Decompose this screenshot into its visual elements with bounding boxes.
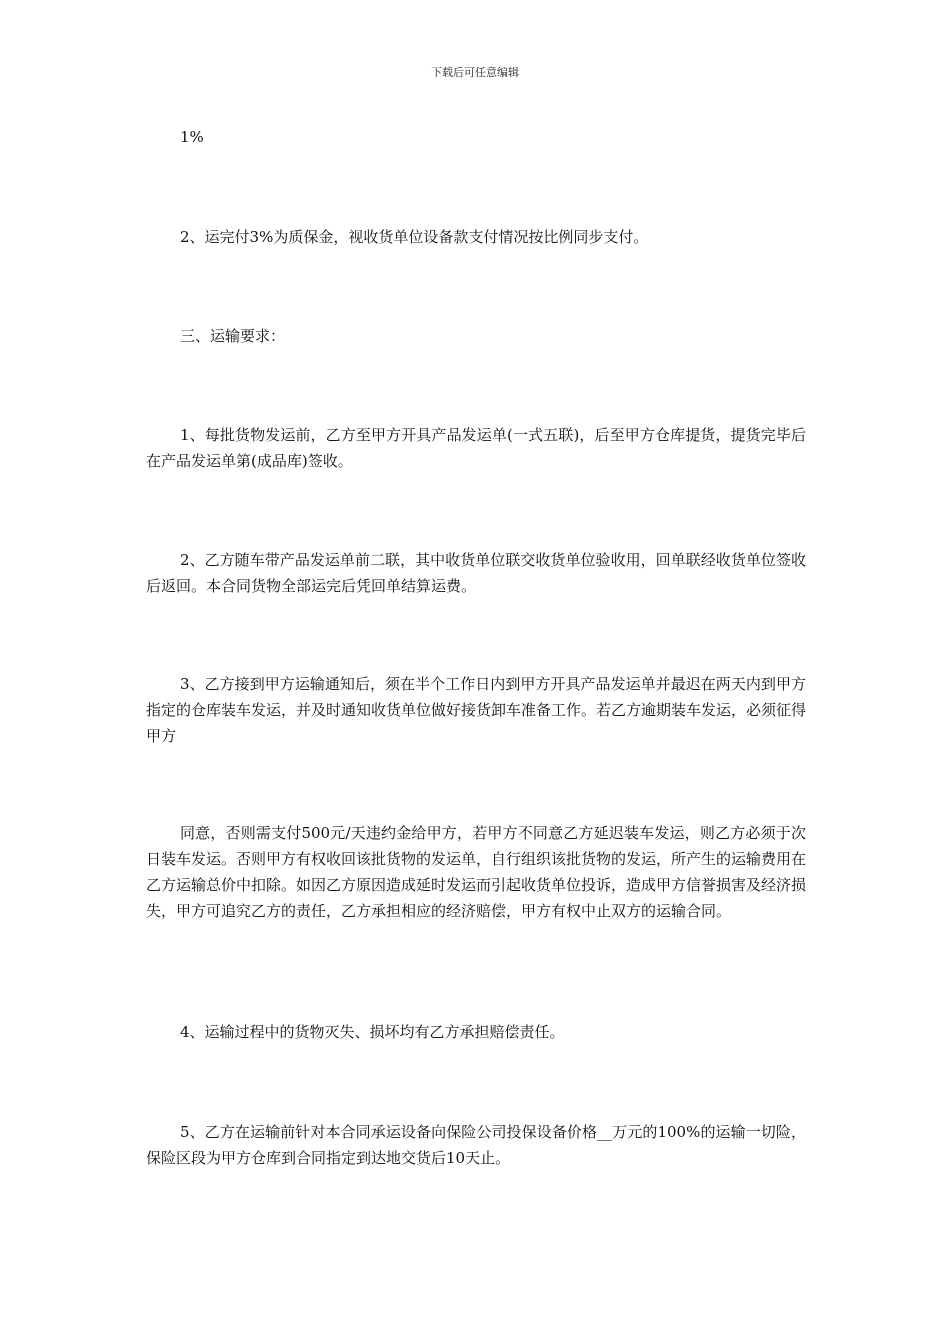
paragraph-transport-4: 4、运输过程中的货物灭失、损坏均有乙方承担赔偿责任。 [180, 1023, 565, 1041]
page-header: 下载后可任意编辑 [431, 66, 519, 79]
paragraph-percent: 1% [180, 128, 204, 146]
paragraph-transport-3-continued: 同意，否则需支付500元/天违约金给甲方，若甲方不同意乙方延迟装车发运，则乙方必须于次日装车发运。否则甲方有权收回该批货物的发运单，自行组织该批货物的发运，所产生的运输费用在乙方运输总价中扣除。如因乙方原因造成延时发运而引起收货单位投诉，造成甲方信誉损害及经济损失，甲方可追究乙方的责任，乙方承担相应的经济赔偿，甲方有权中止双方的运输合同。 [146, 824, 807, 920]
paragraph-transport-3: 3、乙方接到甲方运输通知后，须在半个工作日内到甲方开具产品发运单并最迟在两天内到甲方指定的仓库装车发运，并及时通知收货单位做好接货卸车准备工作。若乙方逾期装车发运，必须征得甲方 [146, 675, 807, 745]
paragraph-transport-1: 1、每批货物发运前，乙方至甲方开具产品发运单(一式五联)，后至甲方仓库提货，提货完毕后在产品发运单第(成品库)签收。 [146, 426, 806, 470]
paragraph-transport-5: 5、乙方在运输前针对本合同承运设备向保险公司投保设备价格__万元的100%的运输一切险，保险区段为甲方仓库到合同指定到达地交货后10天止。 [146, 1123, 806, 1167]
paragraph-transport-2: 2、乙方随车带产品发运单前二联，其中收货单位联交收货单位验收用，回单联经收货单位签收后返回。本合同货物全部运完后凭回单结算运费。 [146, 551, 806, 595]
paragraph-payment-2: 2、运完付3%为质保金，视收货单位设备款支付情况按比例同步支付。 [180, 228, 649, 246]
section-heading-transport: 三、运输要求： [180, 327, 286, 345]
